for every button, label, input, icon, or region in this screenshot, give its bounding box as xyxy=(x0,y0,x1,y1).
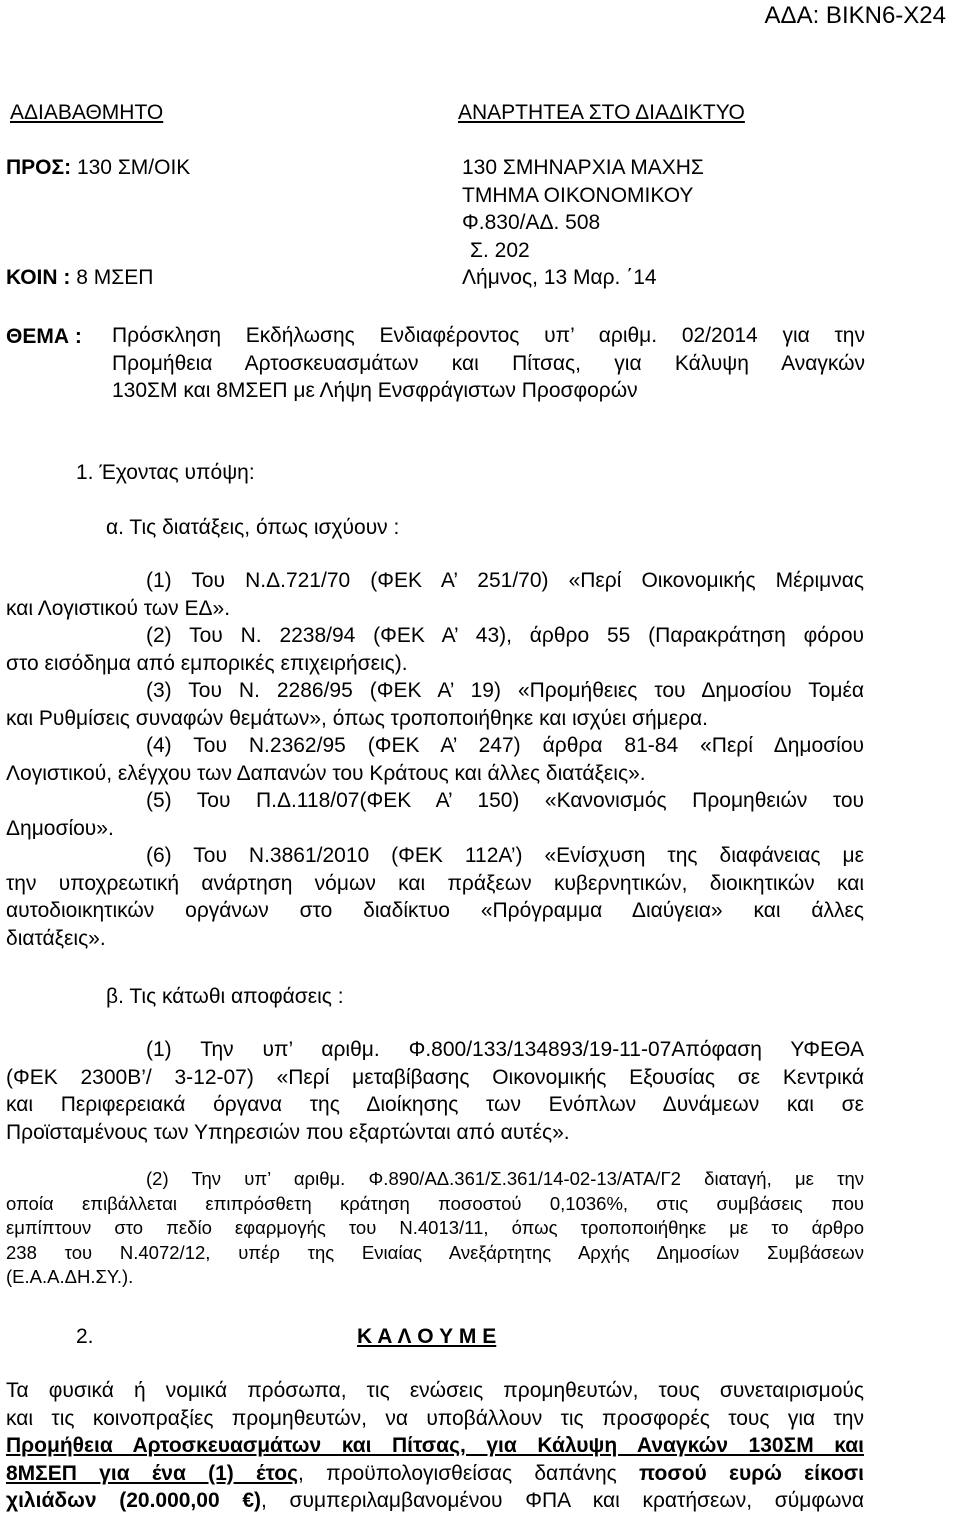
budget-text-cont: , συμπεριλαμβανομένου ΦΠΑ και κρατήσεων, σύμφωνα xyxy=(261,1489,864,1512)
section-1b-heading: β. Τις κάτωθι αποφάσεις : xyxy=(106,985,344,1008)
serial-number: Σ. 202 xyxy=(470,239,530,262)
place-date: Λήμνος, 13 Μαρ. ΄14 xyxy=(462,266,657,289)
decision-item-cont: 238 του Ν.4072/12, υπέρ της Ενιαίας Ανεξάρτητης Αρχής Δημοσίων Συμβάσεων xyxy=(6,1241,864,1263)
decision-item: (2) Την υπ’ αριθμ. Φ.890/ΑΔ.361/Σ.361/14-02-13/ΑΤΑ/Γ2 διαταγή, με την xyxy=(146,1168,864,1189)
sender-line-1: 130 ΣΜΗΝΑΡΧΙΑ ΜΑΧΗΣ xyxy=(462,156,704,179)
classification: ΑΔΙΑΒΑΘΜΗΤΟ xyxy=(10,101,164,124)
law-item: (1) Του Ν.Δ.721/70 (ΦΕΚ Α’ 251/70) «Περί Οικονομικής Μέριμνας xyxy=(146,569,864,592)
body-line xyxy=(6,1487,864,1515)
law-item: (5) Του Π.Δ.118/07(ΦΕΚ Α’ 150) «Κανονισμός Προμηθειών του xyxy=(146,789,864,812)
cc xyxy=(6,267,153,288)
body-line: Τα φυσικά ή νομικά πρόσωπα, τις ενώσεις προμηθευτών, τους συνεταιρισμούς xyxy=(6,1379,864,1402)
law-item-cont: και Λογιστικού των ΕΔ». xyxy=(6,596,231,620)
budget-amount-cont: χιλιάδων (20.000,00 €) xyxy=(6,1489,262,1512)
law-item-cont: αυτοδιοικητικών οργάνων στο διαδίκτυο «Πρόγραμμα Διαύγεια» και άλλες xyxy=(6,899,864,922)
section-1a-heading: α. Τις διατάξεις, όπως ισχύουν : xyxy=(106,516,400,539)
law-item: (4) Του Ν.2362/95 (ΦΕΚ Α’ 247) άρθρα 81-84 «Περί Δημοσίου xyxy=(146,734,864,757)
law-item: (3) Του Ν. 2286/95 (ΦΕΚ Α’ 19) «Προμήθειες του Δημοσίου Τομέα xyxy=(146,679,864,702)
section-2-number: 2. xyxy=(76,1325,94,1348)
decision-item-cont: οποία επιβάλλεται επιπρόσθετη κράτηση ποσοστού 0,1036%, στις συμβάσεις που xyxy=(6,1192,864,1214)
decision-item-cont: Προϊσταμένους των Υπηρεσιών που εξαρτώνται από αυτές». xyxy=(6,1120,570,1144)
sender-line-2: ΤΜΗΜΑ ΟΙΚΟΝΟΜΙΚΟΥ xyxy=(462,184,694,207)
law-item-cont: την υποχρεωτική ανάρτηση νόμων και πράξεων κυβερνητικών, διοικητικών και xyxy=(6,871,864,895)
budget-text: , προϋπολογισθείσας δαπάνης xyxy=(298,1461,617,1485)
subject-line: 130ΣΜ και 8ΜΣΕΠ με Λήψη Ενσφράγιστων Προσφορών xyxy=(112,379,638,402)
decision-item: (1) Την υπ’ αριθμ. Φ.800/133/134893/19-11-07Απόφαση ΥΦΕΘΑ xyxy=(146,1038,864,1061)
law-item-cont: στο εισόδημα από εμπορικές επιχειρήσεις). xyxy=(6,651,408,675)
decision-item-cont: και Περιφερειακά όργανα της Διοίκησης των Ενόπλων Δυνάμεων και σε xyxy=(6,1093,864,1116)
law-item: (2) Του Ν. 2238/94 (ΦΕΚ Α’ 43), άρθρο 55 (Παρακράτηση φόρου xyxy=(146,624,864,647)
body-line: και τις κοινοπραξίες προμηθευτών, να υποβάλλουν τις προσφορές τους για την xyxy=(6,1406,864,1430)
to-value: 130 ΣΜ/ΟΙΚ xyxy=(76,156,191,179)
recipient xyxy=(6,157,190,178)
decision-2 xyxy=(6,1167,864,1290)
section-1a-items xyxy=(6,567,864,952)
procurement-title: Προμήθεια Αρτοσκευασμάτων και Πίτσας, για Κάλυψη Αναγκών 130ΣΜ και xyxy=(6,1434,864,1457)
decision-item-cont: (Ε.Α.Α.ΔΗ.ΣΥ.). xyxy=(6,1266,134,1287)
section-2-title: Κ Α Λ Ο Υ Μ Ε xyxy=(357,1325,497,1348)
law-item-cont: Δημοσίου». xyxy=(6,816,114,840)
law-item-cont: Λογιστικού, ελέγχου των Δαπανών του Κράτους και άλλες διατάξεις». xyxy=(6,761,646,785)
subject-label: ΘΕΜΑ : xyxy=(6,325,82,348)
to-label: ΠΡΟΣ: xyxy=(6,156,72,179)
procurement-duration: 8ΜΣΕΠ για ένα (1) έτος xyxy=(6,1461,299,1485)
ada-code: ΑΔΑ: ΒΙΚΝ6-Χ24 xyxy=(764,2,946,29)
section-1-heading: 1. Έχοντας υπόψη: xyxy=(76,461,255,484)
subject-text xyxy=(112,322,865,405)
budget-amount: ποσού ευρώ είκοσι xyxy=(639,1461,864,1485)
subject-line: Προμήθεια Αρτοσκευασμάτων και Πίτσας, για Κάλυψη Αναγκών xyxy=(112,351,865,375)
body-line xyxy=(6,1460,864,1488)
decision-1 xyxy=(6,1036,864,1146)
subject-line: Πρόσκληση Εκδήλωσης Ενδιαφέροντος υπ’ αριθμ. 02/2014 για την xyxy=(112,324,865,347)
law-item-cont: διατάξεις». xyxy=(6,926,106,950)
section-2-body xyxy=(6,1377,864,1515)
cc-value: 8 ΜΣΕΠ xyxy=(76,266,154,289)
law-item-cont: και Ρυθμίσεις συναφών θεμάτων», όπως τροποποιήθηκε και ισχύει σήμερα. xyxy=(6,706,709,730)
file-number: Φ.830/ΑΔ. 508 xyxy=(462,211,601,234)
decision-item-cont: (ΦΕΚ 2300Β’/ 3-12-07) «Περί μεταβίβασης Οικονομικής Εξουσίας σε Κεντρικά xyxy=(6,1065,864,1089)
cc-label: ΚΟΙΝ : xyxy=(6,266,71,289)
law-item: (6) Του Ν.3861/2010 (ΦΕΚ 112Α’) «Ενίσχυση της διαφάνειας με xyxy=(146,844,864,867)
publication-note: ΑΝΑΡΤΗΤΕΑ ΣΤΟ ΔΙΑΔΙΚΤΥΟ xyxy=(458,101,745,124)
decision-item-cont: εμπίπτουν στο πεδίο εφαρμογής του Ν.4013/11, όπως τροποποιήθηκε με το άρθρο xyxy=(6,1217,864,1238)
